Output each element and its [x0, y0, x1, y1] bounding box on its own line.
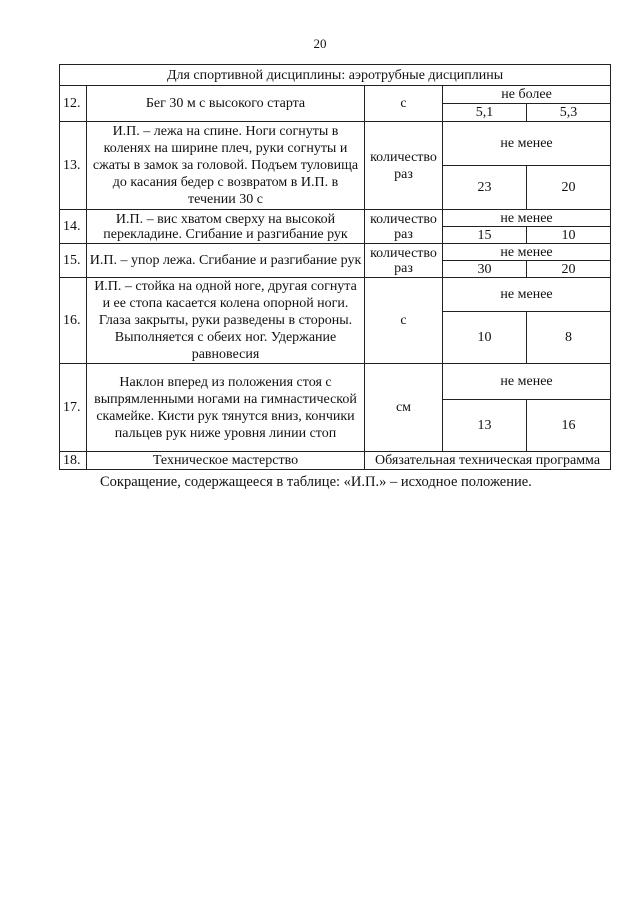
section-title: Для спортивной дисциплины: аэротрубные дисциплины: [60, 65, 611, 86]
exercise-cell: И.П. – лежа на спине. Ноги согнуты в коленях на ширине плеч, руки согнуты и сжаты в замок за головой. Подъем туловища до касания бедер с возвратом в И.П. в течении 30 с: [87, 122, 365, 210]
unit-cell: количество раз: [365, 122, 443, 210]
exercise-cell: И.П. – упор лежа. Сгибание и разгибание рук: [87, 244, 365, 278]
unit-cell: количество раз: [365, 210, 443, 244]
row-number: 18.: [60, 452, 87, 470]
exercise-cell: Техническое мастерство: [87, 452, 365, 470]
norm-type-cell: не менее: [443, 364, 611, 400]
table-row: [60, 452, 611, 470]
table-row: [60, 364, 611, 400]
table-row: [60, 244, 611, 261]
value-cell-2: 20: [527, 166, 611, 210]
value-cell-2: 8: [527, 312, 611, 364]
value-cell-1: 5,1: [443, 104, 527, 122]
norm-type-cell: не более: [443, 86, 611, 104]
unit-cell: с: [365, 278, 443, 364]
value-cell-1: 30: [443, 261, 527, 278]
exercise-cell: И.П. – стойка на одной ноге, другая согнута и ее стопа касается колена опорной ноги. Глаза закрыты, руки разведены в стороны. Выполняется с обеих ног. Удержание равновесия: [87, 278, 365, 364]
table-row: [60, 86, 611, 104]
exercise-cell: Наклон вперед из положения стоя с выпрямленными ногами на гимнастической скамейке. Кисти рук тянутся вниз, кончики пальцев рук ниже уровня линии стоп: [87, 364, 365, 452]
row-number: 16.: [60, 278, 87, 364]
table-row: [60, 278, 611, 312]
row-number: 17.: [60, 364, 87, 452]
value-cell-1: 15: [443, 227, 527, 244]
value-cell-2: 16: [527, 400, 611, 452]
table-row: [60, 122, 611, 166]
row-number: 13.: [60, 122, 87, 210]
table-row: [60, 210, 611, 227]
value-cell-1: 13: [443, 400, 527, 452]
norm-type-cell: не менее: [443, 210, 611, 227]
footnote: Сокращение, содержащееся в таблице: «И.П.» – исходное положение.: [100, 474, 532, 490]
row-number: 14.: [60, 210, 87, 244]
value-cell-2: 20: [527, 261, 611, 278]
norm-type-cell: не менее: [443, 278, 611, 312]
value-cell-2: 5,3: [527, 104, 611, 122]
table-title-row: [60, 65, 611, 86]
unit-cell: количество раз: [365, 244, 443, 278]
norms-table: [59, 64, 611, 470]
program-cell: Обязательная техническая программа: [365, 452, 611, 470]
unit-cell: см: [365, 364, 443, 452]
page-number: 20: [313, 36, 327, 51]
value-cell-1: 23: [443, 166, 527, 210]
row-number: 15.: [60, 244, 87, 278]
unit-cell: с: [365, 86, 443, 122]
value-cell-1: 10: [443, 312, 527, 364]
norm-type-cell: не менее: [443, 244, 611, 261]
row-number: 12.: [60, 86, 87, 122]
norm-type-cell: не менее: [443, 122, 611, 166]
exercise-cell: Бег 30 м с высокого старта: [87, 86, 365, 122]
value-cell-2: 10: [527, 227, 611, 244]
exercise-cell: И.П. – вис хватом сверху на высокой перекладине. Сгибание и разгибание рук: [87, 210, 365, 244]
